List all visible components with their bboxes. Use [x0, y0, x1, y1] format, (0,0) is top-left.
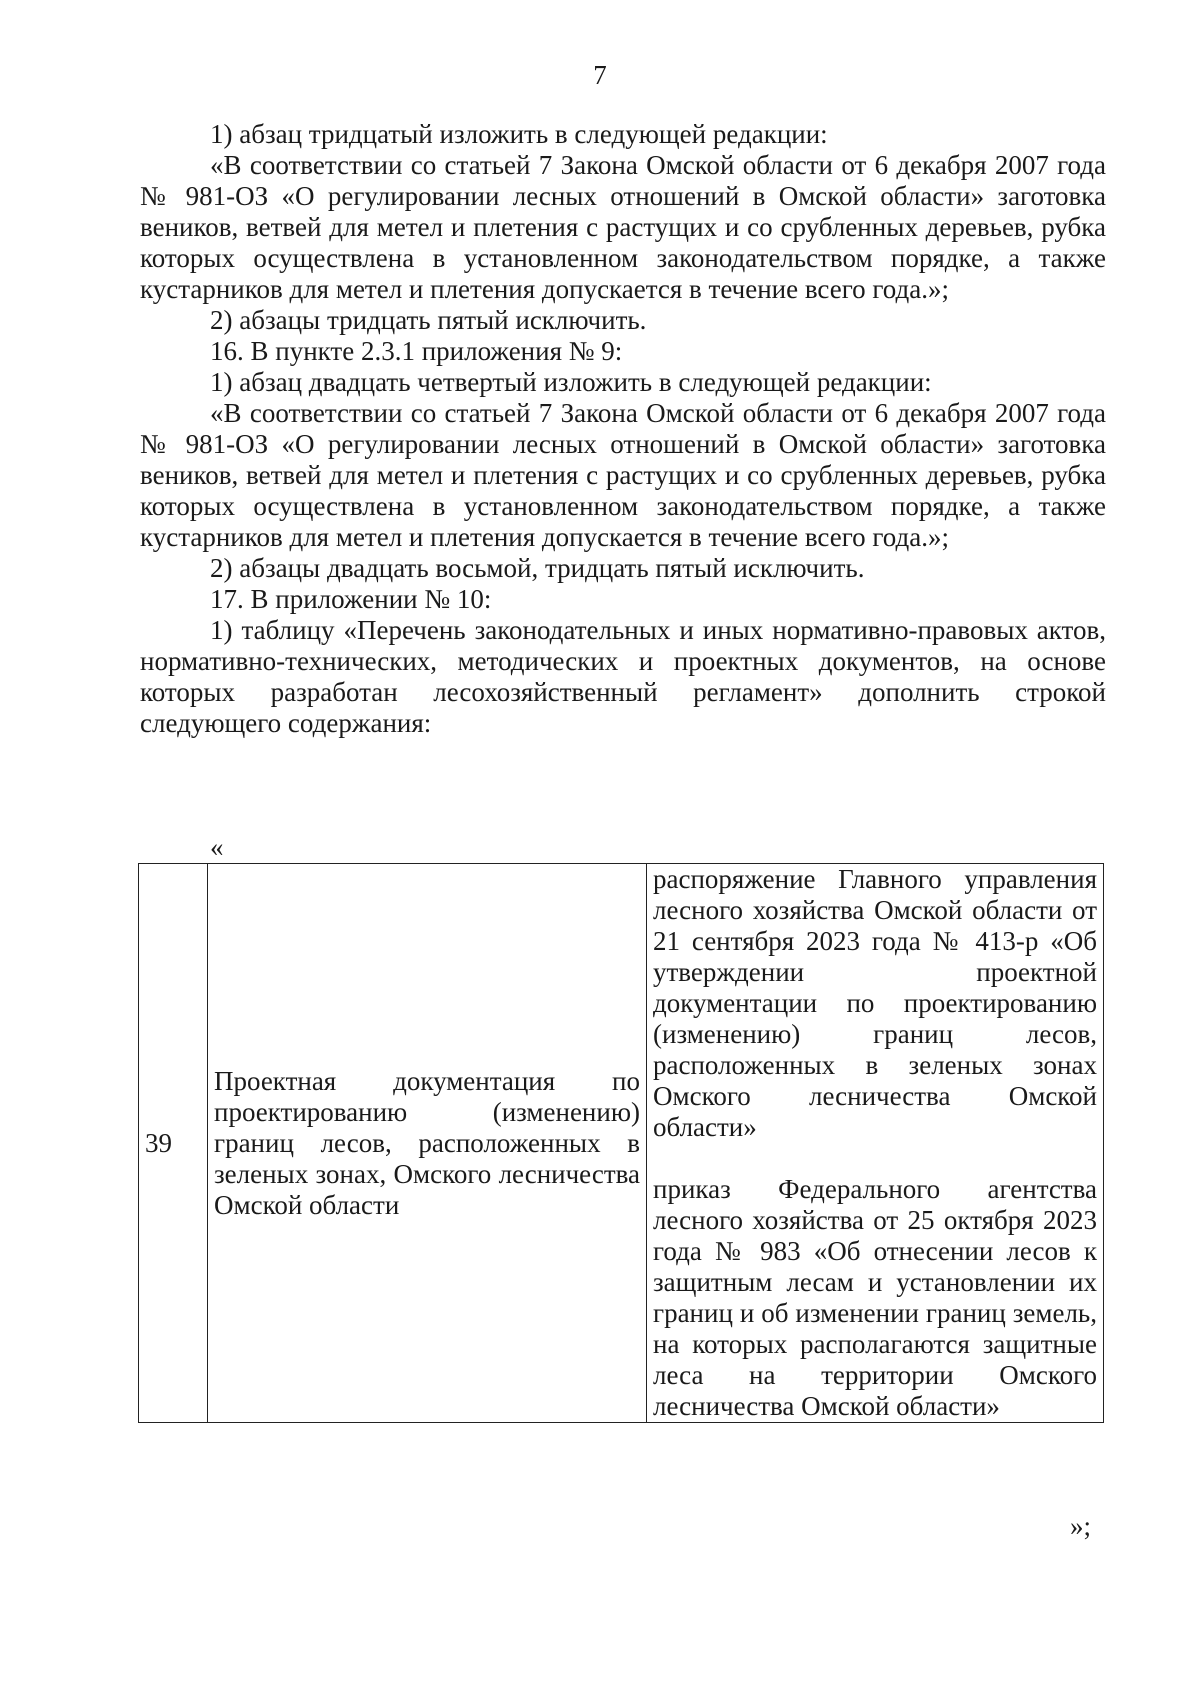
table-open-quote: « — [210, 832, 224, 862]
body-text — [140, 119, 1106, 739]
legal-basis-entry: распоряжение Главного управления лесного хозяйства Омской области от 21 сентября 2023 года № 413-р «Об утверждении проектной документации по проектированию (изменению) границ лесов, расположенных в зеленых зонах Омского лесничества Омской области» — [653, 864, 1097, 1142]
paragraph: 1) таблицу «Перечень законодательных и иных нормативно-правовых актов, нормативно-технических, методических и проектных документов, на основе которых разработан лесохозяйственный регламент» дополнить строкой следующего содержания: — [140, 615, 1106, 738]
page-number: 7 — [593, 60, 607, 90]
legal-basis-entry: приказ Федерального агентства лесного хозяйства от 25 октября 2023 года № 983 «Об отнесении лесов к защитным лесам и установлении их границ и об изменении границ земель, на которых располагаются защитные леса на территории Омского лесничества Омской области» — [653, 1174, 1097, 1421]
paragraph: «В соответствии со статьей 7 Закона Омской области от 6 декабря 2007 года № 981-ОЗ «О регулировании лесных отношений в Омской области» заготовка веников, ветвей для метел и плетения с растущих и со срубленных деревьев, рубка которых осуществлена в установленном законодательством порядке, а также кустарников для метел и плетения допускается в течение всего года.»; — [140, 398, 1106, 552]
regulation-table — [138, 863, 1104, 1423]
paragraph: 16. В пункте 2.3.1 приложения № 9: — [210, 336, 623, 366]
paragraph: 17. В приложении № 10: — [210, 584, 492, 614]
table-row — [139, 864, 1104, 1423]
document-name-cell: Проектная документация по проектированию (изменению) границ лесов, расположенных в зеленых зонах, Омского лесничества Омской области — [208, 864, 647, 1423]
paragraph: 2) абзацы двадцать восьмой, тридцать пятый исключить. — [210, 553, 865, 583]
paragraph: «В соответствии со статьей 7 Закона Омской области от 6 декабря 2007 года № 981-ОЗ «О регулировании лесных отношений в Омской области» заготовка веников, ветвей для метел и плетения с растущих и со срубленных деревьев, рубка которых осуществлена в установленном законодательством порядке, а также кустарников для метел и плетения допускается в течение всего года.»; — [140, 150, 1106, 304]
table-close-quote: »; — [1070, 1511, 1092, 1541]
row-number-cell: 39 — [139, 864, 208, 1423]
paragraph: 1) абзац тридцатый изложить в следующей редакции: — [210, 119, 828, 149]
paragraph: 2) абзацы тридцать пятый исключить. — [210, 305, 647, 335]
paragraph: 1) абзац двадцать четвертый изложить в следующей редакции: — [210, 367, 932, 397]
legal-basis-cell — [647, 864, 1104, 1423]
